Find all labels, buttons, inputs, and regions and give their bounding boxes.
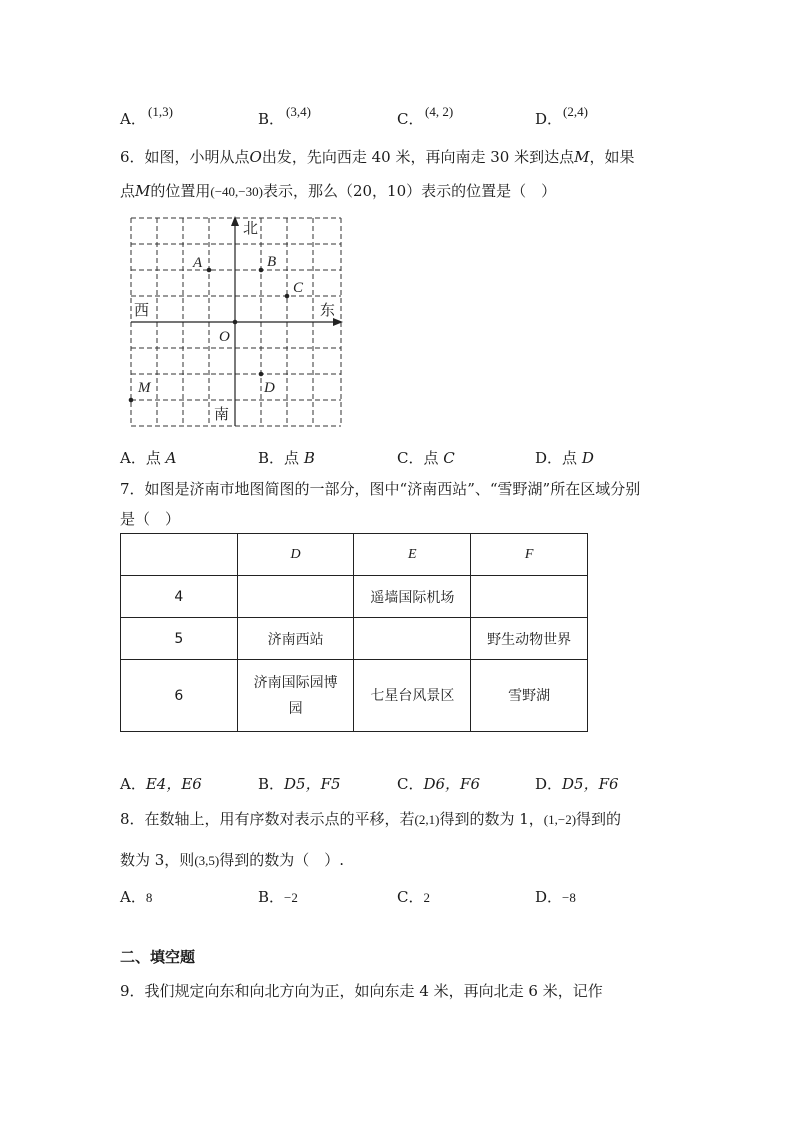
q8-option-c: C．2 [397,888,430,906]
q8-option-d: D．−8 [535,888,576,906]
table-header-cell [121,534,238,576]
table-cell: 雪野湖 [471,660,588,732]
point-d [259,372,264,377]
label-a: A [193,255,203,271]
table-header-cell: E [354,534,471,576]
table-cell: 5 [121,618,238,660]
table-row [121,618,588,660]
table-cell: 七星台风景区 [354,660,471,732]
point-b [259,268,264,273]
section-heading: 二、填空题 [120,948,196,966]
table-row [121,576,588,618]
label-m: M [138,380,151,396]
q6-stem-line1: 6．如图，小明从点O出发，先向西走 40 米，再向南走 30 米到达点M，如果 [120,148,635,166]
q7-stem-line1: 7．如图是济南市地图简图的一部分，图中“济南西站”、“雪野湖”所在区域分别 [120,480,641,498]
q8-stem-line2: 数为 3，则(3,5)得到的数为（ ）. [120,851,345,869]
q5-option-a: A． (1,3) [120,104,173,128]
label-c: C [293,280,304,296]
table-cell: 济南西站 [237,618,354,660]
cell-line: 园 [288,700,303,717]
table-header-cell: F [471,534,588,576]
point-m [129,398,134,403]
q7-option-b: B．D5，F5 [258,775,341,793]
q5-option-c: C． (4, 2) [397,104,454,128]
cell-line: 济南国际园博 [253,674,338,691]
q7-option-d: D．D5，F6 [535,775,619,793]
table-cell: 4 [121,576,238,618]
q6-option-a: A．点 A [120,449,177,467]
q8-option-b: B．−2 [258,888,298,906]
q6-grid-figure [125,212,350,432]
label-east: 东 [320,301,336,319]
q7-option-c: C．D6，F6 [397,775,481,793]
label-south: 南 [214,405,230,423]
q8-stem-line1: 8．在数轴上，用有序数对表示点的平移，若(2,1)得到的数为 1，(1,−2)得到的 [120,810,622,828]
point-o [233,320,238,325]
q7-map-table [120,533,588,732]
q6-option-d: D．点 D [535,449,594,467]
point-c [285,294,290,299]
q7-stem-line2: 是（ ） [120,510,181,528]
q6-option-b: B．点 B [258,449,315,467]
label-west: 西 [134,301,150,319]
table-header-cell: D [237,534,354,576]
q6-option-c: C．点 C [397,449,455,467]
q6-stem-line2: 点M的位置用(−40,−30)表示，那么（20，10）表示的位置是（ ） [120,182,557,200]
table-cell: 6 [121,660,238,732]
point-a [207,268,212,273]
table-cell [354,618,471,660]
label-north: 北 [243,219,259,237]
label-o: O [219,329,230,345]
q5-option-d: D． (2,4) [535,104,588,128]
q8-option-a: A．8 [120,888,153,906]
label-b: B [267,254,277,270]
table-row [121,660,588,732]
table-header-row [121,534,588,576]
table-cell: 遥墙国际机场 [354,576,471,618]
q7-option-a: A．E4，E6 [120,775,202,793]
table-cell [237,576,354,618]
q5-option-b: B． (3,4) [258,104,311,128]
table-cell [471,576,588,618]
table-cell: 野生动物世界 [471,618,588,660]
label-d: D [264,380,275,396]
q9-stem: 9．我们规定向东和向北方向为正，如向东走 4 米，再向北走 6 米，记作 [120,982,603,1000]
table-cell [237,660,354,732]
